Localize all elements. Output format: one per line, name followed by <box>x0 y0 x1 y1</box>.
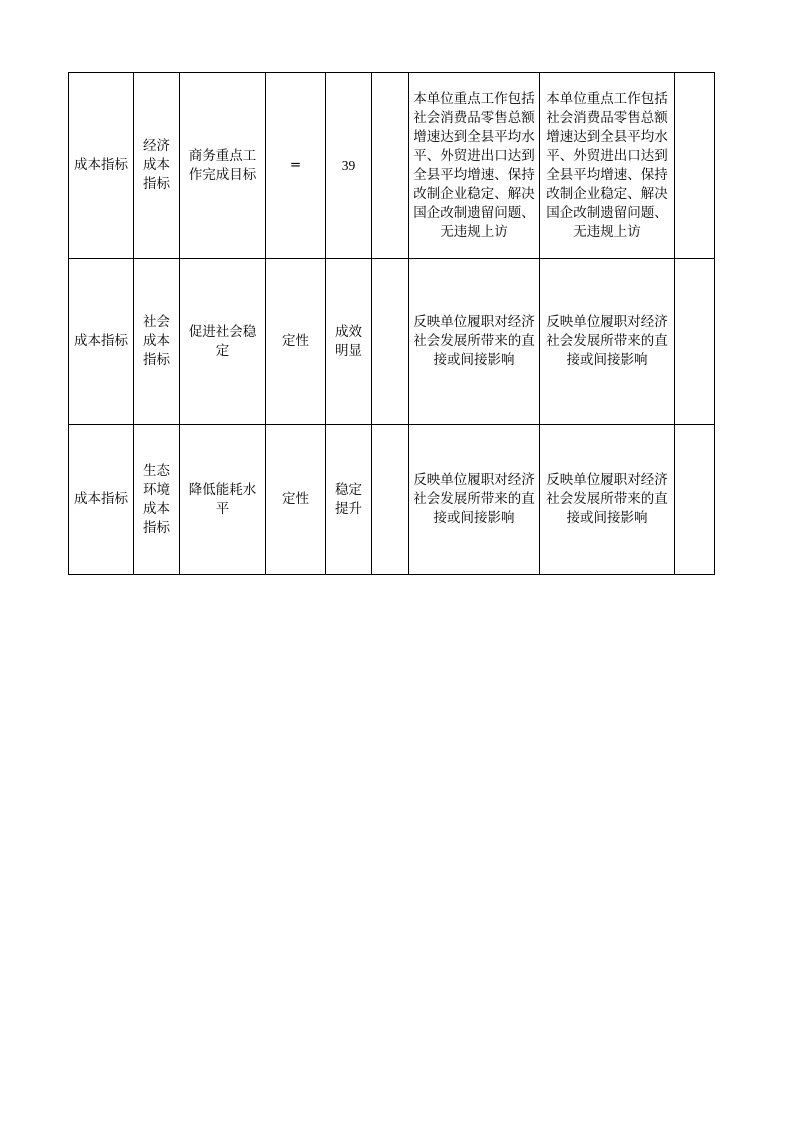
basis-cell-1: 反映单位履职对经济社会发展所带来的直接或间接影响 <box>409 425 540 575</box>
indicator-name-cell: 促进社会稳定 <box>180 259 266 425</box>
basis-cell-1: 本单位重点工作包括社会消费品零售总额增速达到全县平均水平、外贸进出口达到全县平均增速、保持改制企业稳定、解决国企改制遗留问题、无违规上访 <box>409 73 540 259</box>
level1-indicator-cell: 成本指标 <box>69 259 134 425</box>
table-row <box>69 425 715 575</box>
operator-cell: 定性 <box>266 259 326 425</box>
table-row <box>69 259 715 425</box>
target-value-cell: 成效明显 <box>326 259 372 425</box>
operator-cell: 定性 <box>266 425 326 575</box>
level2-indicator-cell: 社会成本指标 <box>134 259 180 425</box>
unit-cell <box>372 73 409 259</box>
remark-cell <box>675 73 715 259</box>
level1-indicator-cell: 成本指标 <box>69 73 134 259</box>
remark-cell <box>675 259 715 425</box>
table-row <box>69 73 715 259</box>
target-value-cell: 39 <box>326 73 372 259</box>
level2-indicator-cell: 经济成本指标 <box>134 73 180 259</box>
basis-cell-2: 反映单位履职对经济社会发展所带来的直接或间接影响 <box>540 259 675 425</box>
indicator-name-cell: 降低能耗水平 <box>180 425 266 575</box>
level2-indicator-cell: 生态环境成本指标 <box>134 425 180 575</box>
level1-indicator-cell: 成本指标 <box>69 425 134 575</box>
basis-cell-2: 反映单位履职对经济社会发展所带来的直接或间接影响 <box>540 425 675 575</box>
performance-indicator-table <box>68 72 715 575</box>
unit-cell <box>372 425 409 575</box>
operator-cell: = <box>266 73 326 259</box>
indicator-name-cell: 商务重点工作完成目标 <box>180 73 266 259</box>
remark-cell <box>675 425 715 575</box>
basis-cell-1: 反映单位履职对经济社会发展所带来的直接或间接影响 <box>409 259 540 425</box>
basis-cell-2: 本单位重点工作包括社会消费品零售总额增速达到全县平均水平、外贸进出口达到全县平均增速、保持改制企业稳定、解决国企改制遗留问题、无违规上访 <box>540 73 675 259</box>
unit-cell <box>372 259 409 425</box>
target-value-cell: 稳定提升 <box>326 425 372 575</box>
